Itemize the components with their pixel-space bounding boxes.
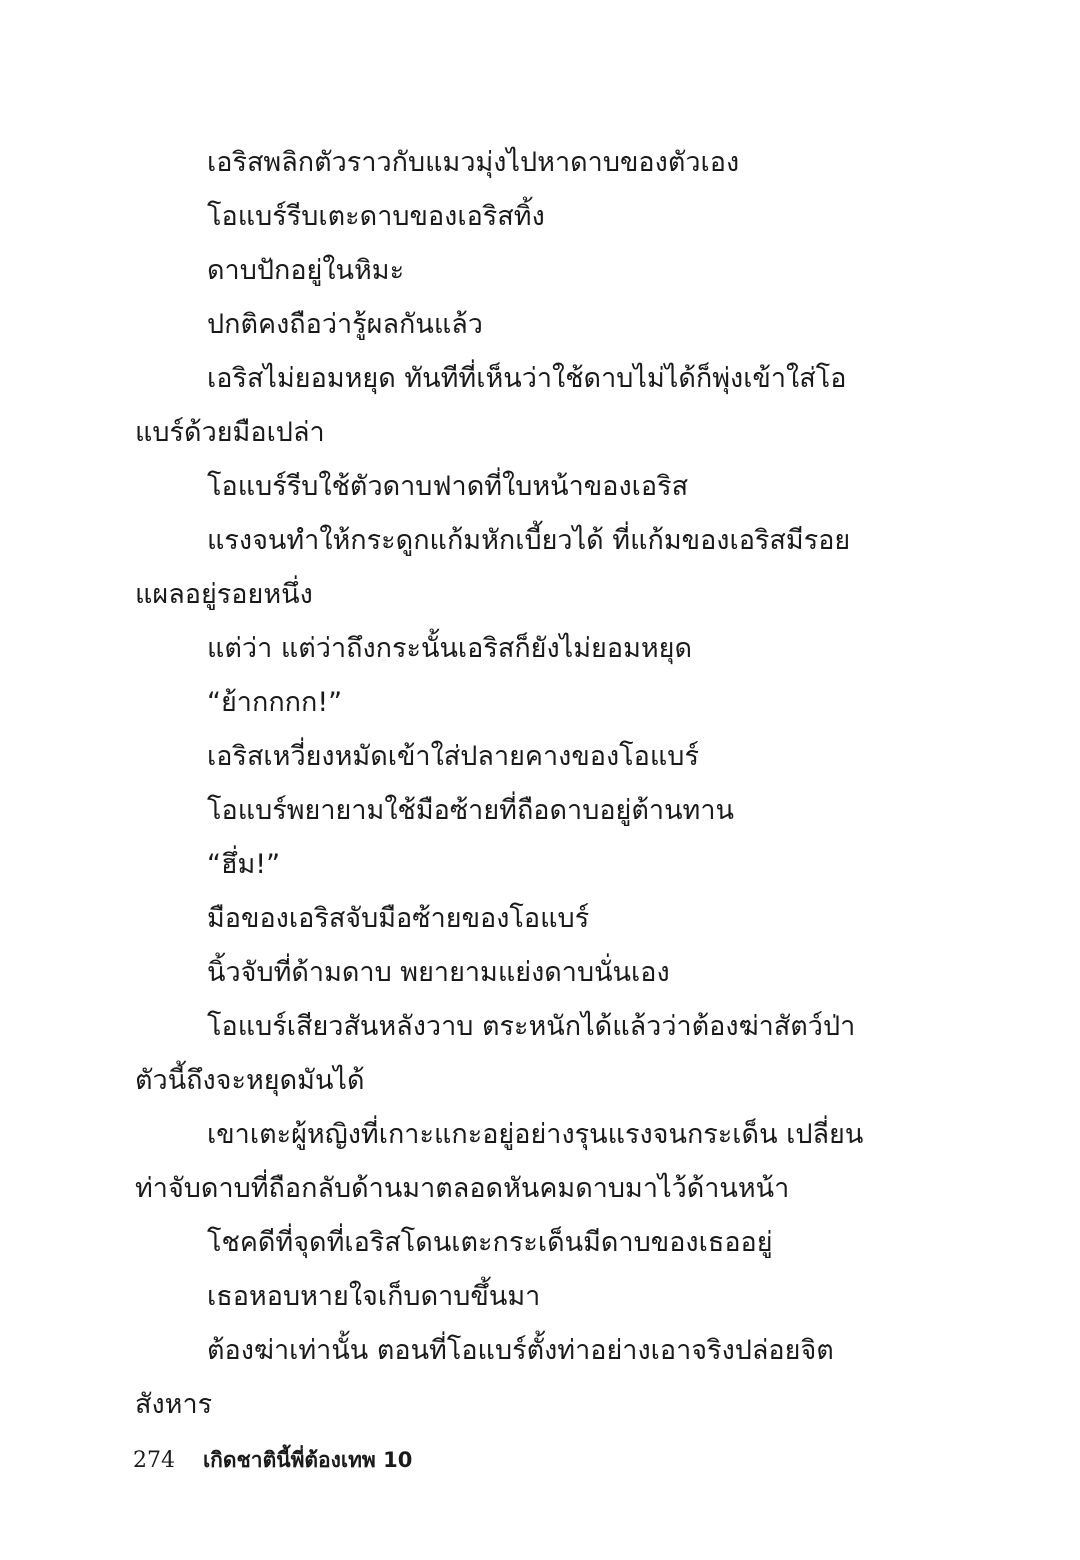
paragraph: “ฮึ่ม!” [207, 849, 281, 880]
page-footer [133, 1444, 412, 1480]
paragraph: ปกติคงถือว่ารู้ผลกันแล้ว [207, 309, 483, 340]
page-number: 274 [133, 1448, 175, 1473]
paragraph: โชคดีที่จุดที่เอริสโดนเตะกระเด็นมีดาบของเธออยู่ [207, 1227, 773, 1258]
paragraph: โอแบร์พยายามใช้มือซ้ายที่ถือดาบอยู่ต้านทาน [207, 795, 734, 826]
paragraph: มือของเอริสจับมือซ้ายของโอแบร์ [207, 903, 590, 934]
paragraph: “ย้ากกกก!” [207, 687, 343, 718]
book-title: เกิดชาตินี้พี่ต้องเทพ 10 [203, 1448, 413, 1472]
paragraph: เอริสไม่ยอมหยุด ทันทีที่เห็นว่าใช้ดาบไม่ได้ก็พุ่งเข้าใส่โอแบร์ด้วยมือเปล่า [135, 363, 847, 448]
paragraph: นิ้วจับที่ด้ามดาบ พยายามแย่งดาบนั่นเอง [207, 957, 670, 988]
paragraph: ดาบปักอยู่ในหิมะ [207, 255, 405, 286]
paragraph: โอแบร์รีบใช้ตัวดาบฟาดที่ใบหน้าของเอริส [207, 471, 689, 502]
body-text [135, 136, 885, 1432]
paragraph: เขาเตะผู้หญิงที่เกาะแกะอยู่อย่างรุนแรงจนกระเด็น เปลี่ยนท่าจับดาบที่ถือกลับด้านมาตลอดหันคมดาบมาไว้ด้านหน้า [135, 1119, 864, 1204]
paragraph: เธอหอบหายใจเก็บดาบขึ้นมา [207, 1281, 541, 1312]
paragraph: เอริสเหวี่ยงหมัดเข้าใส่ปลายคางของโอแบร์ [207, 741, 699, 772]
paragraph: โอแบร์เสียวสันหลังวาบ ตระหนักได้แล้วว่าต้องฆ่าสัตว์ป่าตัวนี้ถึงจะหยุดมันได้ [135, 1011, 856, 1096]
paragraph: โอแบร์รีบเตะดาบของเอริสทิ้ง [207, 201, 545, 232]
paragraph: เอริสพลิกตัวราวกับแมวมุ่งไปหาดาบของตัวเอง [207, 147, 740, 178]
paragraph: ต้องฆ่าเท่านั้น ตอนที่โอแบร์ตั้งท่าอย่างเอาจริงปล่อยจิตสังหาร [135, 1335, 834, 1420]
paragraph: แรงจนทำให้กระดูกแก้มหักเบี้ยวได้ ที่แก้มของเอริสมีรอยแผลอยู่รอยหนึ่ง [135, 525, 851, 610]
paragraph: แต่ว่า แต่ว่าถึงกระนั้นเอริสก็ยังไม่ยอมหยุด [207, 633, 693, 664]
